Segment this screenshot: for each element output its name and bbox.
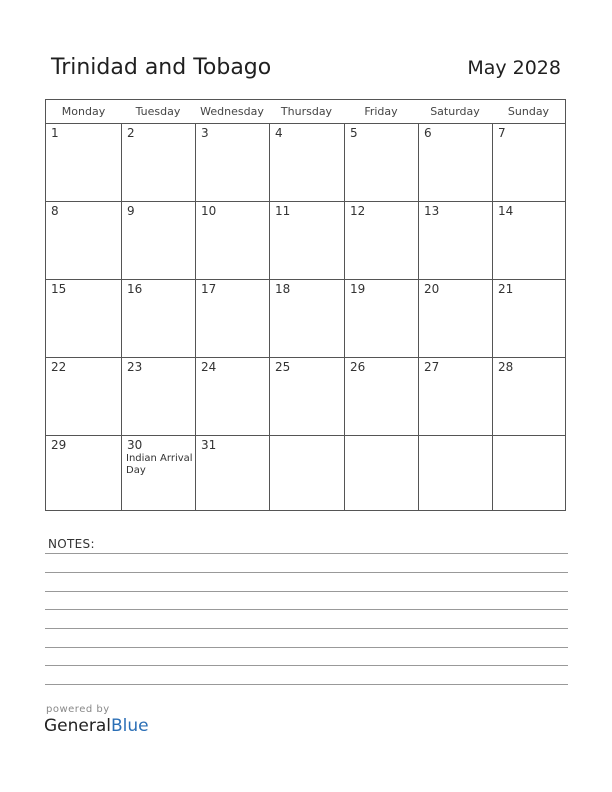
day-number: 20	[424, 282, 440, 296]
day-number: 7	[498, 126, 506, 140]
brand-general-text: General	[44, 716, 111, 736]
day-cell[interactable]	[492, 358, 565, 435]
note-line	[45, 628, 568, 629]
day-number: 31	[201, 438, 217, 452]
note-line	[45, 609, 568, 610]
day-cell[interactable]	[344, 358, 418, 435]
day-number: 19	[350, 282, 366, 296]
day-number: 8	[51, 204, 59, 218]
day-number: 3	[201, 126, 209, 140]
day-cell[interactable]	[344, 436, 418, 510]
day-cell[interactable]	[418, 202, 492, 279]
day-cell[interactable]	[121, 280, 195, 357]
day-cell[interactable]	[195, 202, 269, 279]
day-cell[interactable]	[269, 202, 344, 279]
day-cell[interactable]	[195, 436, 269, 510]
day-cell[interactable]	[492, 280, 565, 357]
day-cell[interactable]	[269, 436, 344, 510]
day-cell[interactable]	[121, 358, 195, 435]
week-row	[46, 124, 565, 202]
day-cell[interactable]	[195, 358, 269, 435]
note-line	[45, 665, 568, 666]
note-line	[45, 591, 568, 592]
weekday-thursday: Thursday	[280, 105, 333, 118]
day-number: 18	[275, 282, 291, 296]
day-number: 2	[127, 126, 135, 140]
day-number: 29	[51, 438, 67, 452]
day-cell[interactable]	[46, 202, 121, 279]
weekday-header-row	[46, 100, 565, 124]
day-number: 21	[498, 282, 514, 296]
day-cell[interactable]	[195, 124, 269, 201]
day-number: 11	[275, 204, 291, 218]
day-number: 25	[275, 360, 291, 374]
day-number: 6	[424, 126, 432, 140]
calendar-month-title: May 2028	[467, 57, 561, 79]
weekday-sunday: Sunday	[507, 105, 550, 118]
day-cell[interactable]	[46, 358, 121, 435]
day-cell[interactable]	[344, 124, 418, 201]
week-row	[46, 202, 565, 280]
day-number: 22	[51, 360, 67, 374]
day-number: 24	[201, 360, 217, 374]
weekday-friday: Friday	[364, 105, 398, 118]
calendar-country-title: Trinidad and Tobago	[51, 55, 272, 80]
day-cell[interactable]	[121, 124, 195, 201]
day-cell[interactable]	[46, 280, 121, 357]
day-cell[interactable]	[418, 436, 492, 510]
day-cell[interactable]	[418, 358, 492, 435]
week-row	[46, 436, 565, 510]
day-number: 23	[127, 360, 143, 374]
weekday-saturday: Saturday	[430, 105, 480, 118]
notes-label: NOTES:	[48, 537, 95, 551]
day-number: 16	[127, 282, 143, 296]
day-number: 12	[350, 204, 366, 218]
day-number: 5	[350, 126, 358, 140]
day-cell[interactable]	[492, 202, 565, 279]
holiday-event: Indian Arrival Day	[126, 453, 193, 476]
day-cell[interactable]	[492, 124, 565, 201]
day-cell[interactable]	[46, 124, 121, 201]
day-number: 10	[201, 204, 217, 218]
day-cell[interactable]	[492, 436, 565, 510]
weekday-tuesday: Tuesday	[135, 105, 181, 118]
day-number: 28	[498, 360, 514, 374]
day-number: 30	[127, 438, 143, 452]
day-cell[interactable]	[344, 202, 418, 279]
note-line	[45, 647, 568, 648]
day-cell[interactable]	[418, 280, 492, 357]
day-number: 9	[127, 204, 135, 218]
day-cell[interactable]	[418, 124, 492, 201]
day-number: 4	[275, 126, 283, 140]
week-row	[46, 280, 565, 358]
day-number: 26	[350, 360, 366, 374]
generalblue-logo[interactable]	[44, 716, 149, 736]
calendar-grid	[45, 99, 566, 511]
day-cell[interactable]	[195, 280, 269, 357]
day-cell[interactable]	[344, 280, 418, 357]
weekday-wednesday: Wednesday	[200, 105, 264, 118]
day-cell[interactable]	[269, 280, 344, 357]
day-cell[interactable]	[121, 202, 195, 279]
day-number: 15	[51, 282, 67, 296]
day-number: 17	[201, 282, 217, 296]
day-number: 13	[424, 204, 440, 218]
day-number: 1	[51, 126, 59, 140]
day-cell[interactable]	[121, 436, 195, 510]
day-number: 14	[498, 204, 514, 218]
day-cell[interactable]	[46, 436, 121, 510]
note-line	[45, 684, 568, 685]
brand-blue-text: Blue	[111, 716, 149, 736]
powered-by-text: powered by	[46, 704, 110, 715]
note-line	[45, 553, 568, 554]
day-cell[interactable]	[269, 124, 344, 201]
day-number: 27	[424, 360, 440, 374]
note-line	[45, 572, 568, 573]
day-cell[interactable]	[269, 358, 344, 435]
weekday-monday: Monday	[61, 105, 106, 118]
week-row	[46, 358, 565, 436]
